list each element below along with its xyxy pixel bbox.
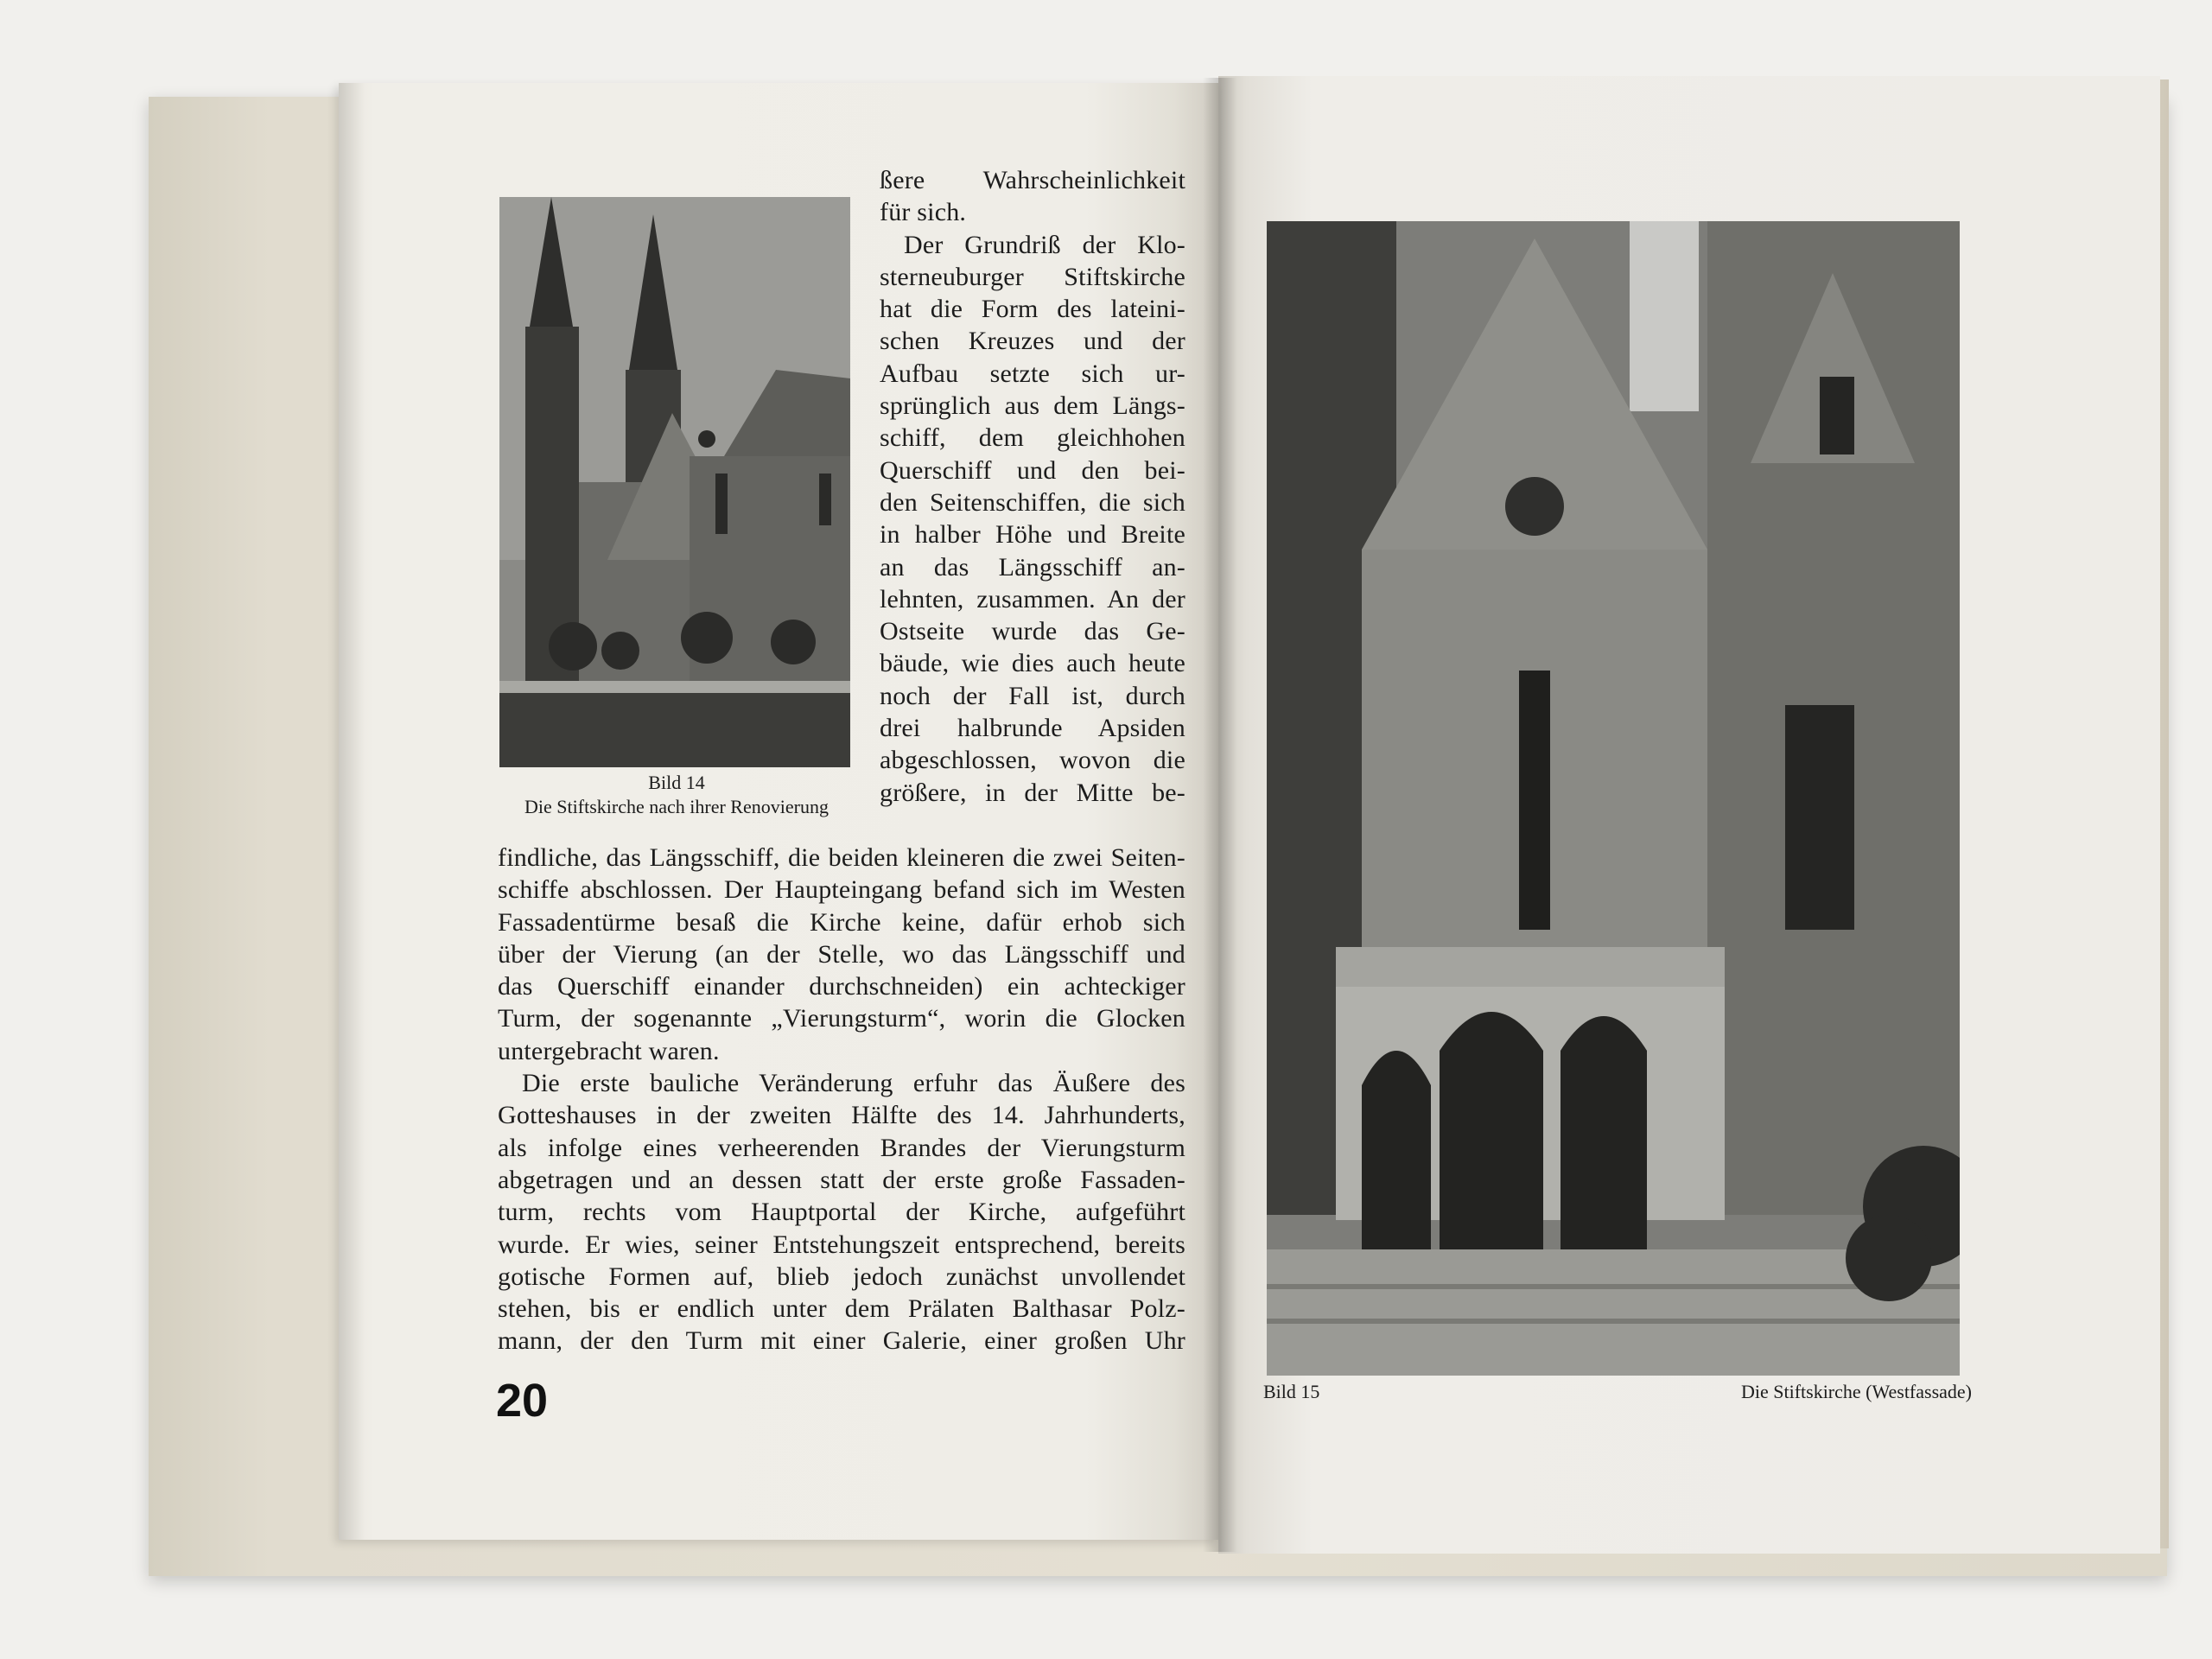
- text-line: stehen, bis er endlich unter dem Prälaten Balthasar Polz-: [498, 1294, 1185, 1324]
- text-line: Turm, der sogenannte „Vierungsturm“, worin die Glocken: [498, 1004, 1185, 1033]
- text-line: wurde. Er wies, seiner Entstehungszeit entsprechend, bereits: [498, 1230, 1185, 1259]
- text-line: Querschiff und den bei-: [880, 455, 1185, 485]
- text-line: abgeschlossen, wovon die: [880, 746, 1185, 775]
- text-line: bäude, wie dies auch heute: [880, 649, 1185, 678]
- figure-14-label: Bild 14: [648, 772, 705, 793]
- text-line: sterneuburger Stiftskirche: [880, 262, 1185, 291]
- church-exterior-photo: [499, 197, 850, 767]
- text-line: an das Längsschiff an-: [880, 552, 1185, 582]
- church-exterior-illustration: [499, 197, 850, 767]
- text-line: Der Grundriß der Klo-: [904, 230, 1185, 259]
- text-line: das Querschiff einander durchschneiden) ein achteckiger: [498, 972, 1185, 1001]
- book-gutter: [1203, 78, 1237, 1552]
- left-page-edge-shadow: [339, 83, 365, 1540]
- text-line: Ostseite wurde das Ge-: [880, 617, 1185, 646]
- text-line: Die erste bauliche Veränderung erfuhr das Äußere des: [522, 1069, 1185, 1098]
- text-line: schiffe abschlossen. Der Haupteingang befand sich im Westen: [498, 875, 1185, 905]
- figure-15-label: Bild 15: [1263, 1381, 1320, 1402]
- text-line: untergebracht waren.: [498, 1036, 720, 1065]
- text-line: gotische Formen auf, blieb jedoch zunächst unvollendet: [498, 1262, 1185, 1291]
- text-line: über der Vierung (an der Stelle, wo das Längsschiff und: [498, 939, 1185, 969]
- text-line: Aufbau setzte sich ur-: [880, 359, 1185, 388]
- text-line: den Seitenschiffen, die sich: [880, 487, 1185, 517]
- page-number: 20: [496, 1375, 549, 1427]
- text-line: drei halbrunde Apsiden: [880, 714, 1185, 743]
- text-line: noch der Fall ist, durch: [880, 681, 1185, 710]
- text-line: findliche, das Längsschiff, die beiden kleineren die zwei Seiten-: [498, 843, 1185, 872]
- text-line: für sich.: [880, 198, 967, 227]
- text-line: schiff, dem gleichhohen: [880, 423, 1185, 453]
- body-text: [498, 842, 1185, 1357]
- text-line: sprünglich aus dem Längs-: [880, 391, 1185, 421]
- text-line: ßere Wahrscheinlichkeit: [880, 166, 1185, 194]
- text-line: Fassadentürme besaß die Kirche keine, dafür erhob sich: [498, 907, 1185, 937]
- text-line: turm, rechts vom Hauptportal der Kirche, aufgeführt: [498, 1198, 1185, 1227]
- column-text: [880, 164, 1185, 809]
- figure-14-caption-text: Die Stiftskirche nach ihrer Renovierung: [524, 796, 829, 817]
- text-line: als infolge eines verheerenden Brandes der Vierungsturm: [498, 1133, 1185, 1162]
- text-line: größere, in der Mitte be-: [880, 778, 1185, 807]
- text-line: hat die Form des lateini-: [880, 295, 1185, 324]
- text-line: in halber Höhe und Breite: [880, 520, 1185, 550]
- text-line: schen Kreuzes und der: [880, 327, 1185, 356]
- west-facade-illustration: [1267, 221, 1960, 1376]
- text-line: Gotteshauses in der zweiten Hälfte des 14. Jahrhunderts,: [498, 1101, 1185, 1130]
- text-line: mann, der den Turm mit einer Galerie, einer großen Uhr: [498, 1326, 1185, 1356]
- text-line: lehnten, zusammen. An der: [880, 584, 1185, 613]
- text-line: abgetragen und an dessen statt der erste große Fassaden-: [498, 1165, 1185, 1194]
- figure-15-caption: Die Stiftskirche (Westfassade): [1740, 1381, 1972, 1402]
- figure-14-caption: [484, 771, 869, 819]
- west-facade-photo: [1267, 221, 1960, 1376]
